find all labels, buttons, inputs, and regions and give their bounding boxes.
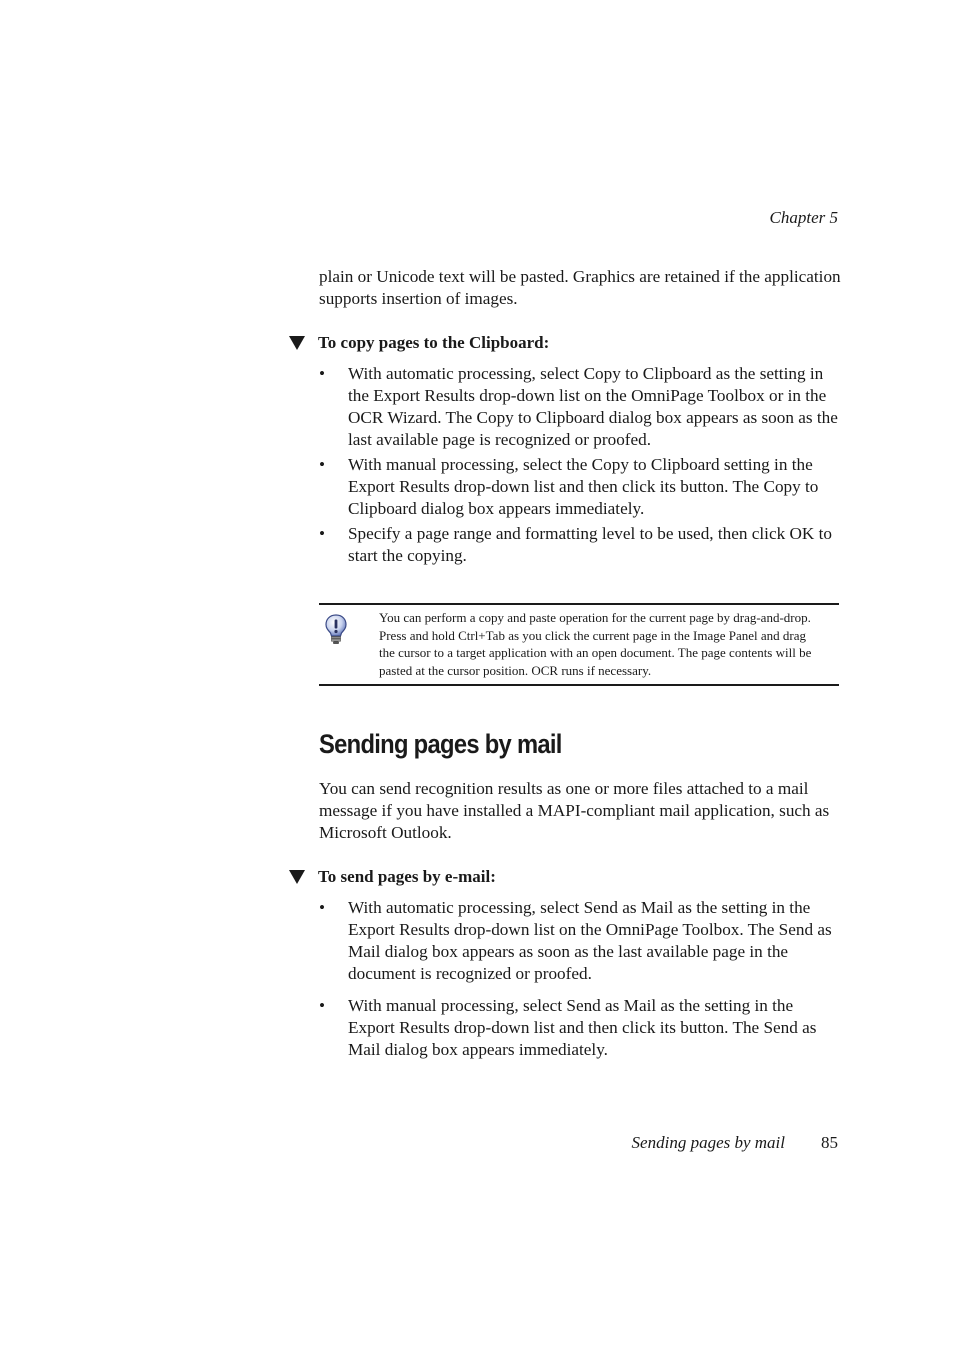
list-item: • Specify a page range and formatting level to be used, then click OK to start the copying.	[319, 524, 832, 565]
tip-note	[319, 603, 839, 686]
triangle-bullet-icon	[289, 336, 305, 350]
page-number: 85	[821, 1133, 838, 1152]
procedure-mail-title: To send pages by e-mail:	[318, 867, 496, 886]
section-body: You can send recognition results as one or more files attached to a mail message if you have installed a MAPI-compliant mail application, such as Microsoft Outlook.	[319, 779, 830, 842]
procedure-copy-title: To copy pages to the Clipboard:	[318, 333, 550, 352]
list-item: • With automatic processing, select Copy to Clipboard as the setting in the Export Results drop-down list on the OmniPage Toolbox or in the OCR Wizard. The Copy to Clipboard dialog box appears as soon as the last available page is recognized or proofed.	[319, 364, 838, 449]
page-footer	[632, 1133, 838, 1153]
footer-title: Sending pages by mail	[631, 1133, 785, 1152]
triangle-bullet-icon	[289, 870, 305, 884]
procedure-mail-list	[319, 897, 841, 1061]
intro-paragraph: plain or Unicode text will be pasted. Graphics are retained if the application supports insertion of images.	[319, 267, 841, 308]
running-head-chapter: Chapter 5	[769, 208, 838, 227]
list-item: • With automatic processing, select Send as Mail as the setting in the Export Results drop-down list on the OmniPage Toolbox. The Send as Mail dialog box appears as soon as the last available page in the document is recognized or proofed.	[319, 898, 832, 983]
section-title: Sending pages by mail	[319, 729, 562, 759]
procedure-mail-heading	[289, 866, 849, 888]
tip-note-text: You can perform a copy and paste operation for the current page by drag-and-drop. Press and hold Ctrl+Tab as you click the current page in the Image Panel and drag the cursor to a target application with an open document. The page contents will be pasted at the cursor position. OCR runs if necessary.	[379, 610, 812, 679]
list-item: • With manual processing, select Send as Mail as the setting in the Export Results drop-down list and then click its button. The Send as Mail dialog box appears immediately.	[319, 996, 817, 1059]
procedure-copy-list	[319, 363, 841, 567]
lightbulb-icon	[324, 614, 348, 646]
list-item: • With manual processing, select the Copy to Clipboard setting in the Export Results drop-down list and then click its button. The Copy to Clipboard dialog box appears immediately.	[319, 455, 819, 518]
procedure-copy-heading	[289, 332, 849, 354]
